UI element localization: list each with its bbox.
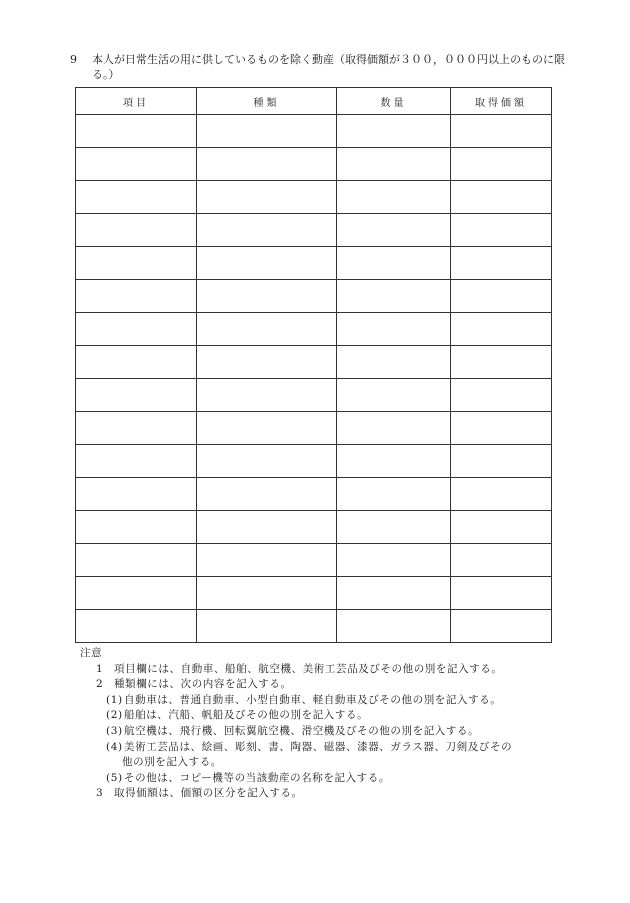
- cell-quantity[interactable]: [337, 577, 451, 610]
- note-item: [80, 662, 600, 678]
- cell-quantity[interactable]: [337, 544, 451, 577]
- cell-item[interactable]: [76, 478, 197, 511]
- cell-item[interactable]: [76, 214, 197, 247]
- table-header-row: [76, 88, 552, 115]
- note-subitem: [80, 771, 600, 787]
- cell-quantity[interactable]: [337, 445, 451, 478]
- cell-type[interactable]: [197, 511, 337, 544]
- cell-item[interactable]: [76, 181, 197, 214]
- cell-quantity[interactable]: [337, 346, 451, 379]
- cell-acquisition-value[interactable]: [451, 280, 552, 313]
- note-item: [80, 677, 600, 693]
- cell-item[interactable]: [76, 511, 197, 544]
- note-text: 美術工芸品は、絵画、彫刻、書、陶器、磁器、漆器、ガラス器、刀剣及びその: [124, 740, 513, 753]
- cell-type[interactable]: [197, 214, 337, 247]
- cell-item[interactable]: [76, 148, 197, 181]
- cell-item[interactable]: [76, 115, 197, 148]
- table-row: [76, 379, 552, 412]
- column-header-item: 項目: [76, 88, 197, 115]
- cell-type[interactable]: [197, 412, 337, 445]
- notes-section: [80, 646, 600, 802]
- cell-type[interactable]: [197, 280, 337, 313]
- note-subitem: [80, 740, 600, 756]
- note-text: 船舶は、汽船、帆船及びその他の別を記入する。: [124, 709, 369, 722]
- cell-type[interactable]: [197, 445, 337, 478]
- note-subitem: [80, 708, 600, 724]
- note-subnumber: (5): [106, 771, 123, 784]
- cell-type[interactable]: [197, 379, 337, 412]
- note-subnumber: (1): [106, 693, 123, 706]
- note-text: 取得価額は、価額の区分を記入する。: [114, 787, 303, 800]
- cell-type[interactable]: [197, 313, 337, 346]
- cell-acquisition-value[interactable]: [451, 313, 552, 346]
- cell-type[interactable]: [197, 346, 337, 379]
- cell-quantity[interactable]: [337, 610, 451, 643]
- cell-type[interactable]: [197, 577, 337, 610]
- note-number: 2: [96, 678, 104, 691]
- table-row: [76, 412, 552, 445]
- section-title-continued: る。）: [92, 68, 120, 81]
- column-header-type: 種類: [197, 88, 337, 115]
- column-header-quantity: 数量: [337, 88, 451, 115]
- cell-type[interactable]: [197, 148, 337, 181]
- table-row: [76, 280, 552, 313]
- cell-item[interactable]: [76, 610, 197, 643]
- note-text: 航空機は、飛行機、回転翼航空機、滑空機及びその他の別を記入する。: [124, 724, 480, 737]
- table-row: [76, 181, 552, 214]
- movable-assets-table: [75, 87, 552, 643]
- cell-item[interactable]: [76, 313, 197, 346]
- cell-quantity[interactable]: [337, 313, 451, 346]
- note-subitem: [80, 724, 600, 740]
- cell-item[interactable]: [76, 247, 197, 280]
- table-row: [76, 214, 552, 247]
- cell-acquisition-value[interactable]: [451, 412, 552, 445]
- cell-acquisition-value[interactable]: [451, 544, 552, 577]
- cell-item[interactable]: [76, 280, 197, 313]
- table-row: [76, 148, 552, 181]
- note-number: 3: [96, 787, 104, 800]
- table-row: [76, 544, 552, 577]
- note-subnumber: (4): [106, 740, 123, 753]
- cell-acquisition-value[interactable]: [451, 511, 552, 544]
- column-header-acquisition-value: 取得価額: [451, 88, 552, 115]
- table-row: [76, 478, 552, 511]
- cell-quantity[interactable]: [337, 214, 451, 247]
- cell-type[interactable]: [197, 115, 337, 148]
- note-text: 項目欄には、自動車、船舶、航空機、美術工芸品及びその他の別を記入する。: [114, 662, 503, 675]
- table-row: [76, 247, 552, 280]
- notes-title: 注意: [80, 647, 103, 659]
- cell-type[interactable]: [197, 544, 337, 577]
- cell-item[interactable]: [76, 445, 197, 478]
- cell-type[interactable]: [197, 181, 337, 214]
- cell-acquisition-value[interactable]: [451, 346, 552, 379]
- cell-acquisition-value[interactable]: [451, 181, 552, 214]
- section-heading: [70, 52, 590, 82]
- table-row: [76, 511, 552, 544]
- note-text: 種類欄には、次の内容を記入する。: [114, 678, 292, 691]
- table-row: [76, 313, 552, 346]
- cell-acquisition-value[interactable]: [451, 148, 552, 181]
- cell-acquisition-value[interactable]: [451, 577, 552, 610]
- cell-item[interactable]: [76, 379, 197, 412]
- cell-type[interactable]: [197, 478, 337, 511]
- cell-quantity[interactable]: [337, 511, 451, 544]
- cell-quantity[interactable]: [337, 115, 451, 148]
- cell-quantity[interactable]: [337, 412, 451, 445]
- cell-quantity[interactable]: [337, 148, 451, 181]
- cell-acquisition-value[interactable]: [451, 379, 552, 412]
- cell-acquisition-value[interactable]: [451, 247, 552, 280]
- cell-type[interactable]: [197, 610, 337, 643]
- table-row: [76, 445, 552, 478]
- cell-quantity[interactable]: [337, 181, 451, 214]
- cell-quantity[interactable]: [337, 379, 451, 412]
- note-subnumber: (2): [106, 709, 123, 722]
- cell-item[interactable]: [76, 544, 197, 577]
- cell-acquisition-value[interactable]: [451, 478, 552, 511]
- cell-item[interactable]: [76, 346, 197, 379]
- note-subitem: [80, 693, 600, 709]
- table-row: [76, 577, 552, 610]
- cell-item[interactable]: [76, 412, 197, 445]
- note-text: その他は、コピー機等の当該動産の名称を記入する。: [124, 771, 390, 784]
- section-title: 本人が日常生活の用に供しているものを除く動産（取得価額が３００，０００円以上のものに限: [92, 53, 565, 66]
- note-text: 自動車は、普通自動車、小型自動車、軽自動車及びその他の別を記入する。: [124, 693, 502, 706]
- cell-type[interactable]: [197, 247, 337, 280]
- cell-acquisition-value[interactable]: [451, 214, 552, 247]
- section-number: 9: [70, 53, 77, 66]
- cell-acquisition-value[interactable]: [451, 115, 552, 148]
- note-item: [80, 786, 600, 802]
- cell-quantity[interactable]: [337, 280, 451, 313]
- cell-quantity[interactable]: [337, 247, 451, 280]
- cell-item[interactable]: [76, 577, 197, 610]
- cell-acquisition-value[interactable]: [451, 610, 552, 643]
- table-row: [76, 115, 552, 148]
- note-subitem-continued: 他の別を記入する。: [122, 756, 222, 769]
- note-subnumber: (3): [106, 724, 123, 737]
- cell-quantity[interactable]: [337, 478, 451, 511]
- cell-acquisition-value[interactable]: [451, 445, 552, 478]
- table-row: [76, 610, 552, 643]
- note-number: 1: [96, 662, 104, 675]
- table-row: [76, 346, 552, 379]
